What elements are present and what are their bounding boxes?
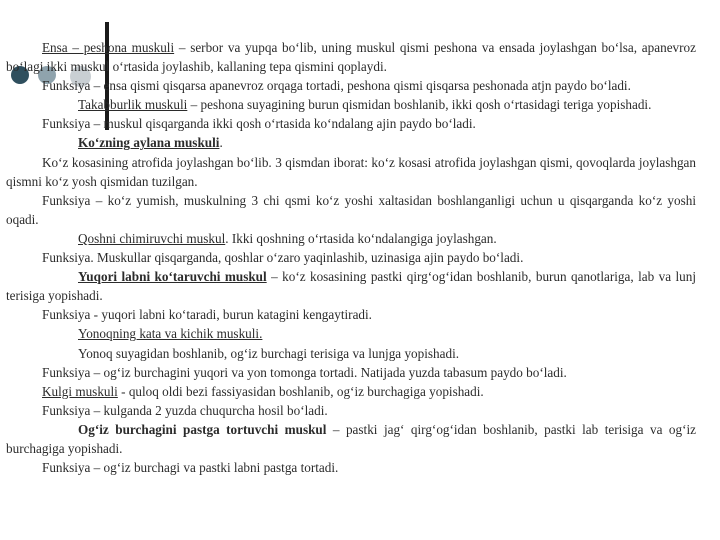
term-takabburlik-muskuli: Takabburlik muskuli: [78, 97, 188, 113]
paragraph-koz-kosasi: Ko‘z kosasining atrofida joylashgan bo‘lib. 3 qismdan iborat: ko‘z kosasi atrofida joylashgan qismi, qovoqlarda joylashgan qismni ko‘z yosh qismidan tuzilgan.: [6, 154, 696, 189]
term-ensa-peshona-muskuli: Ensa – peshona muskuli: [42, 40, 175, 55]
paragraph-text: – pastki jag‘ qirg‘og‘idan boshlanib, pastki lab terisiga va og‘iz burchagiga yopishadi.: [6, 421, 697, 456]
term-qoshni-chimiruvchi-muskul: Qoshni chimiruvchi muskul: [78, 230, 226, 246]
paragraph-funksiya-6: Funksiya – og‘iz burchagini yuqori va yon tomonga tortadi. Natijada yuzda tabasum paydo bo‘ladi.: [42, 364, 567, 380]
paragraph-funksiya-4: Funksiya. Muskullar qisqarganda, qoshlar o‘zaro yaqinlashib, uzinasiga ajin paydo bo‘ladi.: [42, 250, 524, 266]
paragraph-funksiya-3: Funksiya – ko‘z yumish, muskulning 3 chi qsmi ko‘z yoshi xaltasidan boshlanganligi uchun u qisqarganda ko‘z yoshi oqadi.: [6, 192, 696, 227]
term-yonoqning-muskuli: Yonoqning kata va kichik muskuli.: [78, 326, 263, 342]
paragraph-yonoqning: [6, 324, 696, 343]
paragraph-text: . Ikki qoshning o‘rtasida ko‘ndalangiga joylashgan.: [225, 230, 497, 246]
paragraph-kozning-aylana: [6, 133, 696, 152]
paragraph-text: – peshona suyagining burun qismidan boshlanib, ikki qosh o‘rtasidagi teriga yopishadi.: [187, 97, 652, 113]
paragraph-funksiya-5: Funksiya - yuqori labni ko‘taradi, burun katagini kengaytiradi.: [42, 307, 372, 323]
term-kulgi-muskuli: Kulgi muskuli: [42, 383, 118, 399]
paragraph-qoshni-chimiruvchi: [6, 229, 696, 248]
term-yuqori-labni-kotaruvchi-muskul: Yuqori labni ko‘taruvchi muskul: [78, 269, 267, 285]
paragraph-funksiya-8: Funksiya – og‘iz burchagi va pastki labni pastga tortadi.: [42, 460, 339, 476]
term-ogiz-burchagini-pastga-tortuvchi-muskul: Og‘iz burchagini pastga tortuvchi muskul: [78, 421, 327, 437]
document-body: [6, 38, 696, 477]
paragraph-kulgi: [6, 382, 696, 401]
paragraph-text: – serbor va yupqa bo‘lib, uning muskul qismi peshona va ensada joylashgan bo‘lsa, apanevroz bo‘lagi ikki muskul o‘rtasida joylashib, kallaning tepa qismini qoplaydi.: [6, 40, 696, 75]
paragraph-ogiz-burchagi: [6, 420, 696, 458]
paragraph-funksiya-2: Funksiya – muskul qisqarganda ikki qosh o‘rtasida ko‘ndalang ajin paydo bo‘ladi.: [42, 116, 476, 132]
paragraph-ensa-peshona: [6, 38, 696, 76]
paragraph-text: - quloq oldi bezi fassiyasidan boshlanib, og‘iz burchagiga yopishadi.: [117, 383, 484, 399]
term-kozning-aylana-muskuli: Ko‘zning aylana muskuli: [78, 135, 220, 151]
paragraph-takabburlik: [6, 95, 696, 114]
paragraph-funksiya-1: Funksiya – ensa qismi qisqarsa apanevroz orqaga tortadi, peshona qismi qisqarsa peshonada atjn paydo bo‘ladi.: [42, 78, 631, 94]
paragraph-yuqori-labni: [6, 267, 696, 305]
paragraph-text: .: [219, 135, 223, 151]
paragraph-yonoq-suyagi: Yonoq suyagidan boshlanib, og‘iz burchagi terisiga va lunjga yopishadi.: [78, 345, 460, 361]
paragraph-text: – ko‘z kosasining pastki qirg‘og‘idan boshlanib, burun qanotlariga, lab va lunj terisiga yopishadi.: [6, 269, 697, 304]
paragraph-funksiya-7: Funksiya – kulganda 2 yuzda chuqurcha hosil bo‘ladi.: [42, 402, 328, 418]
